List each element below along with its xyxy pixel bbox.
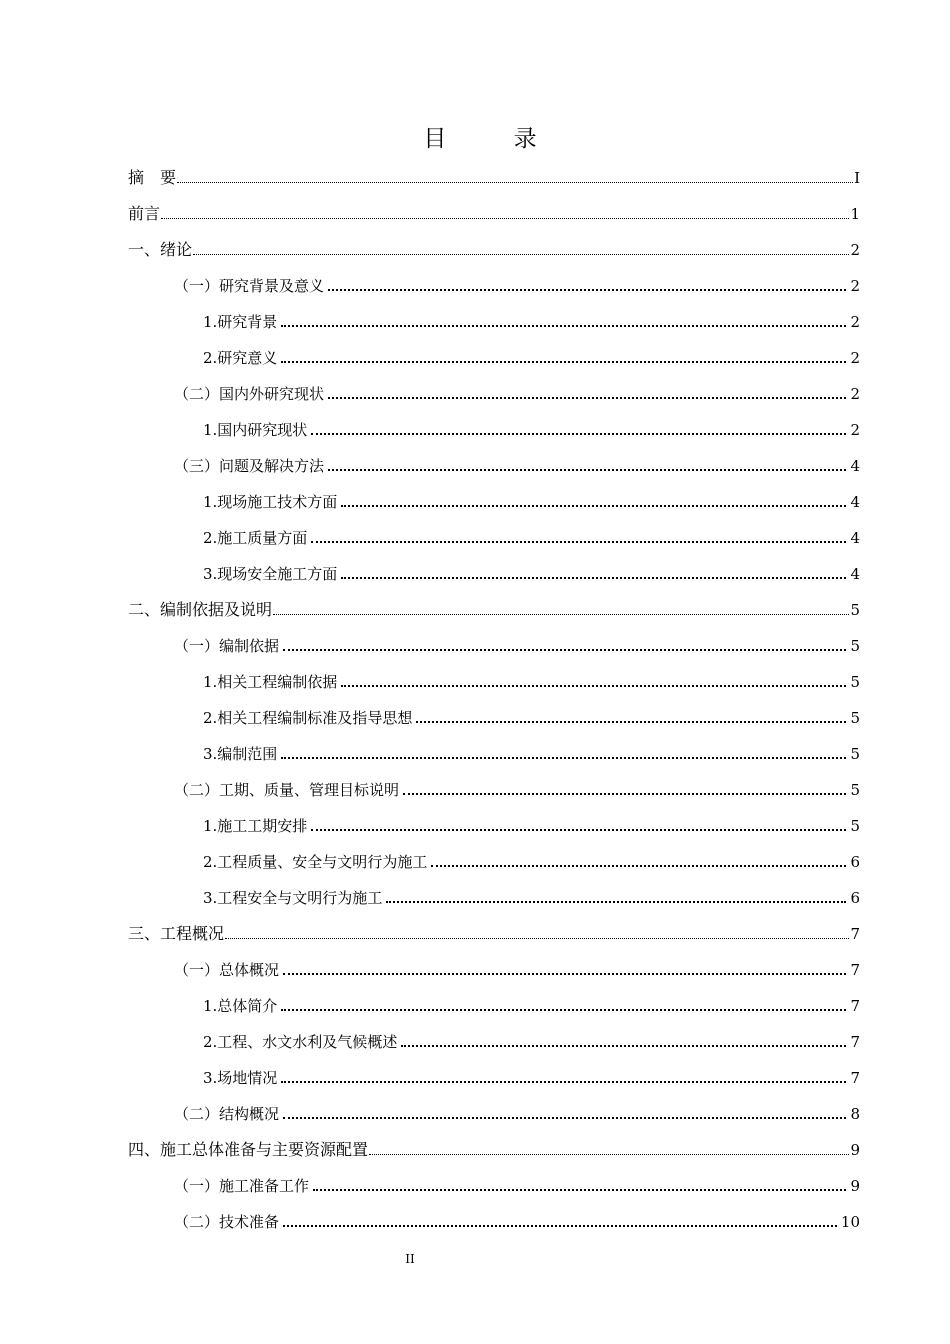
toc-entry-title: 1.研究背景 [203, 313, 278, 331]
toc-entry[interactable] [128, 484, 860, 520]
dot-leader [161, 218, 849, 219]
dot-leader [341, 685, 846, 687]
toc-entry-title: （二）国内外研究现状 [174, 385, 325, 403]
toc-entry-title: 2.工程、水文水利及气候概述 [203, 1033, 398, 1051]
toc-entry[interactable] [128, 232, 860, 268]
toc-entry-title: （一）施工准备工作 [174, 1177, 310, 1195]
dot-leader [283, 1225, 837, 1227]
dot-leader [273, 614, 849, 615]
dot-leader [311, 541, 846, 543]
dot-leader [281, 361, 846, 363]
toc-entry[interactable] [128, 1096, 860, 1132]
dot-leader [416, 721, 846, 723]
dot-leader [328, 289, 846, 291]
toc-entry-page: 4 [850, 565, 860, 583]
toc-entry-page: 2 [850, 241, 860, 259]
toc-entry[interactable] [128, 700, 860, 736]
toc-entry[interactable] [128, 988, 860, 1024]
dot-leader [311, 433, 846, 435]
toc-entry-page: 5 [850, 637, 860, 655]
toc-entry[interactable] [128, 376, 860, 412]
toc-entry-title: 三、工程概况 [128, 924, 225, 943]
dot-leader [401, 1045, 846, 1047]
toc-entry-title: （一）编制依据 [174, 637, 280, 655]
toc-entry-title: 一、绪论 [128, 240, 193, 259]
toc-entry[interactable] [128, 340, 860, 376]
toc-entry[interactable] [128, 808, 860, 844]
toc-entry[interactable] [128, 304, 860, 340]
toc-entry[interactable] [128, 736, 860, 772]
toc-entry-title: 1.施工工期安排 [203, 817, 308, 835]
toc-entry-page: 2 [850, 277, 860, 295]
toc-entry-title: 1.现场施工技术方面 [203, 493, 338, 511]
toc-entry[interactable] [128, 628, 860, 664]
toc-entry[interactable] [128, 268, 860, 304]
toc-entry-title: 3.现场安全施工方面 [203, 565, 338, 583]
toc-entry-title: 2.研究意义 [203, 349, 278, 367]
toc-entry-title: 1.国内研究现状 [203, 421, 308, 439]
toc-entry-title: 2.相关工程编制标准及指导思想 [203, 709, 413, 727]
toc-entry[interactable] [128, 520, 860, 556]
dot-leader [341, 577, 846, 579]
toc-entry-page: 2 [850, 349, 860, 367]
dot-leader [341, 505, 846, 507]
toc-entry-title: 摘 要 [128, 168, 177, 187]
dot-leader [431, 865, 846, 867]
toc-entry-title: （三）问题及解决方法 [174, 457, 325, 475]
dot-leader [177, 182, 853, 183]
dot-leader [225, 938, 849, 939]
toc-entry-page: 4 [850, 493, 860, 511]
toc-entry[interactable] [128, 160, 860, 196]
toc-entry[interactable] [128, 1060, 860, 1096]
toc-entry-title: （二）技术准备 [174, 1213, 280, 1231]
table-of-contents [128, 160, 860, 1240]
toc-entry-title: （一）研究背景及意义 [174, 277, 325, 295]
toc-entry[interactable] [128, 1132, 860, 1168]
toc-entry-title: 2.施工质量方面 [203, 529, 308, 547]
dot-leader [283, 1117, 846, 1119]
dot-leader [283, 973, 846, 975]
toc-entry-page: 7 [850, 961, 860, 979]
toc-entry[interactable] [128, 448, 860, 484]
toc-entry-title: 3.场地情况 [203, 1069, 278, 1087]
toc-entry-page: 5 [850, 817, 860, 835]
toc-entry[interactable] [128, 592, 860, 628]
toc-entry-page: 2 [850, 421, 860, 439]
toc-entry-page: 2 [850, 313, 860, 331]
toc-title: 目 录 [423, 126, 567, 152]
dot-leader [281, 1081, 846, 1083]
toc-entry-page: 8 [850, 1105, 860, 1123]
toc-entry[interactable] [128, 664, 860, 700]
toc-entry-page: 1 [850, 205, 860, 223]
toc-entry[interactable] [128, 1204, 860, 1240]
toc-entry-title: 前言 [128, 204, 161, 223]
dot-leader [281, 757, 846, 759]
toc-entry-title: 1.总体简介 [203, 997, 278, 1015]
toc-entry[interactable] [128, 772, 860, 808]
toc-entry[interactable] [128, 880, 860, 916]
toc-entry-title: （二）工期、质量、管理目标说明 [174, 781, 400, 799]
toc-entry-page: 7 [850, 1033, 860, 1051]
toc-entry[interactable] [128, 196, 860, 232]
toc-entry[interactable] [128, 1168, 860, 1204]
toc-entry[interactable] [128, 916, 860, 952]
toc-entry-page: 4 [850, 529, 860, 547]
toc-entry[interactable] [128, 844, 860, 880]
dot-leader [281, 325, 846, 327]
toc-entry-page: 9 [850, 1141, 860, 1159]
toc-entry-page: 2 [850, 385, 860, 403]
toc-entry-page: 7 [850, 925, 860, 943]
dot-leader [328, 397, 846, 399]
dot-leader [281, 1009, 846, 1011]
toc-entry-page: I [854, 169, 860, 187]
toc-entry-page: 10 [840, 1213, 860, 1231]
toc-entry-page: 6 [850, 889, 860, 907]
dot-leader [386, 901, 846, 903]
toc-entry-page: 5 [850, 781, 860, 799]
toc-entry-page: 7 [850, 1069, 860, 1087]
toc-entry[interactable] [128, 412, 860, 448]
toc-entry-page: 5 [850, 673, 860, 691]
toc-entry-page: 7 [850, 997, 860, 1015]
dot-leader [193, 254, 849, 255]
toc-entry-title: 3.工程安全与文明行为施工 [203, 889, 383, 907]
toc-entry-page: 9 [850, 1177, 860, 1195]
toc-entry-page: 5 [850, 745, 860, 763]
dot-leader [328, 469, 846, 471]
toc-entry-title: 1.相关工程编制依据 [203, 673, 338, 691]
dot-leader [369, 1154, 849, 1155]
toc-entry-title: （一）总体概况 [174, 961, 280, 979]
page-number: II [405, 1252, 415, 1266]
toc-entry[interactable] [128, 952, 860, 988]
toc-entry-page: 5 [850, 709, 860, 727]
toc-entry-title: 2.工程质量、安全与文明行为施工 [203, 853, 428, 871]
toc-entry-page: 4 [850, 457, 860, 475]
dot-leader [311, 829, 846, 831]
toc-entry[interactable] [128, 556, 860, 592]
dot-leader [313, 1189, 846, 1191]
toc-entry-title: （二）结构概况 [174, 1105, 280, 1123]
toc-entry[interactable] [128, 1024, 860, 1060]
dot-leader [403, 793, 846, 795]
toc-entry-title: 3.编制范围 [203, 745, 278, 763]
toc-entry-page: 5 [850, 601, 860, 619]
toc-entry-title: 四、施工总体准备与主要资源配置 [128, 1140, 369, 1159]
dot-leader [283, 649, 846, 651]
toc-entry-title: 二、编制依据及说明 [128, 600, 273, 619]
toc-entry-page: 6 [850, 853, 860, 871]
